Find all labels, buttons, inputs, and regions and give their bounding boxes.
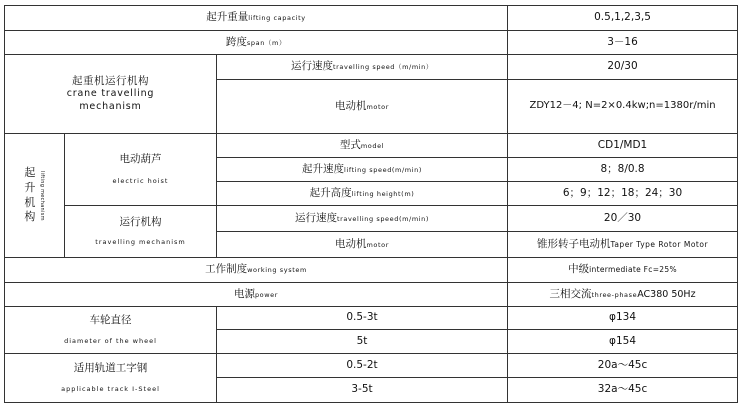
hoist-model-en: model [360,141,385,150]
wheel-label [5,307,217,354]
lifting-mechanism-group [5,134,65,258]
track-value-2: 32a～45c [508,378,738,403]
row-hoist-model [5,134,738,158]
power-value-cn: 三相交流 [549,287,592,300]
lifting-mechanism-cn: 起升机构 [24,165,36,224]
lifting-capacity-label-en: lifting capacity [248,14,306,23]
hoist-model-cn: 型式 [339,138,361,151]
lifting-mechanism-en: lifting mechanism [39,170,46,221]
wheel-value-1: φ134 [508,307,738,330]
hoist-group [65,134,217,206]
lift-travel-motor-value-cn: 锥形转子电动机 [537,237,611,250]
crane-travel-speed-en: travelling speed（m/min） [333,63,433,72]
lift-travel-motor-label [217,232,508,258]
row-wheel-1 [5,307,738,330]
working-system-cn: 工作制度 [205,263,248,276]
lift-travel-motor-value-en: Taper Type Rotor Motor [610,239,709,249]
wheel-value-2: φ154 [508,330,738,354]
crane-travel-motor-value: ZDY12－4; N=2×0.4kw;n=1380r/min [508,80,738,134]
row-power [5,283,738,307]
power-en: power [254,290,279,299]
lifting-capacity-label [5,6,508,31]
track-label-cn: 适用轨道工字钢 [73,361,148,374]
wheel-capacity-2: 5t [217,330,508,354]
wheel-label-cn: 车轮直径 [89,313,132,326]
span-value: 3－16 [508,31,738,55]
crane-travel-motor-label [217,80,508,134]
lift-travel-label-cn: 运行机构 [119,216,162,229]
lift-travel-speed-label [217,206,508,232]
crane-travel-motor-en: motor [366,102,390,111]
crane-travel-motor-cn: 电动机 [335,99,367,112]
span-label-en: span（m） [246,38,287,47]
crane-travel-group-en-2: mechanism [79,101,142,113]
track-label-en: applicable track I-Steel [61,385,160,394]
hoist-height-value: 6；9；12；18；24；30 [508,182,738,206]
hoist-speed-en: lifting speed(m/min) [344,165,422,174]
hoist-model-label [217,134,508,158]
lift-travel-motor-cn: 电动机 [335,237,367,250]
hoist-height-label [217,182,508,206]
hoist-speed-cn: 起升速度 [302,162,345,175]
track-capacity-2: 3-5t [217,378,508,403]
hoist-label-en: electric hoist [112,176,169,185]
lift-travel-label-en: travelling mechanism [95,237,186,246]
crane-travel-group-cn: 起重机运行机构 [72,75,149,88]
power-value-suffix: AC380 50Hz [637,288,696,300]
row-span [5,31,738,55]
power-value [508,283,738,307]
lifting-capacity-value: 0.5,1,2,3,5 [508,6,738,31]
span-label-cn: 跨度 [225,35,247,48]
crane-travel-speed-label [217,55,508,80]
span-label [5,31,508,55]
lift-travel-group [65,206,217,258]
working-system-value-cn: 中级 [568,263,590,276]
hoist-label-cn: 电动葫芦 [119,153,162,166]
hoist-speed-value: 8；8/0.8 [508,158,738,182]
hoist-height-cn: 起升高度 [309,186,352,199]
row-crane-travel-speed [5,55,738,80]
row-track-1 [5,354,738,378]
track-label [5,354,217,403]
track-capacity-1: 0.5-2t [217,354,508,378]
row-lifting-capacity [5,6,738,31]
crane-travel-speed-value: 20/30 [508,55,738,80]
power-cn: 电源 [233,287,255,300]
lift-travel-motor-value [508,232,738,258]
wheel-capacity-1: 0.5-3t [217,307,508,330]
track-value-1: 20a～45c [508,354,738,378]
hoist-height-en: lifting height(m) [351,189,415,198]
working-system-value [508,258,738,283]
power-value-en: three-phase [591,290,638,299]
hoist-speed-label [217,158,508,182]
crane-travel-group-en-1: crane travelling [66,88,155,100]
wheel-label-en: diameter of the wheel [64,337,157,346]
crane-travel-speed-cn: 运行速度 [291,60,333,73]
lift-travel-speed-en: travelling speed(m/min) [336,214,430,223]
lift-travel-speed-value: 20／30 [508,206,738,232]
lifting-capacity-label-cn: 起升重量 [206,11,249,24]
power-label [5,283,508,307]
lift-travel-speed-cn: 运行速度 [294,211,337,224]
row-lift-travel-speed [5,206,738,232]
lift-travel-motor-en: motor [366,240,390,249]
row-working-system [5,258,738,283]
working-system-label [5,258,508,283]
working-system-en: working system [247,266,307,275]
hoist-model-value: CD1/MD1 [508,134,738,158]
spec-table [4,5,738,403]
working-system-value-en: intermediate Fc=25% [589,265,677,275]
crane-travel-group [5,55,217,134]
